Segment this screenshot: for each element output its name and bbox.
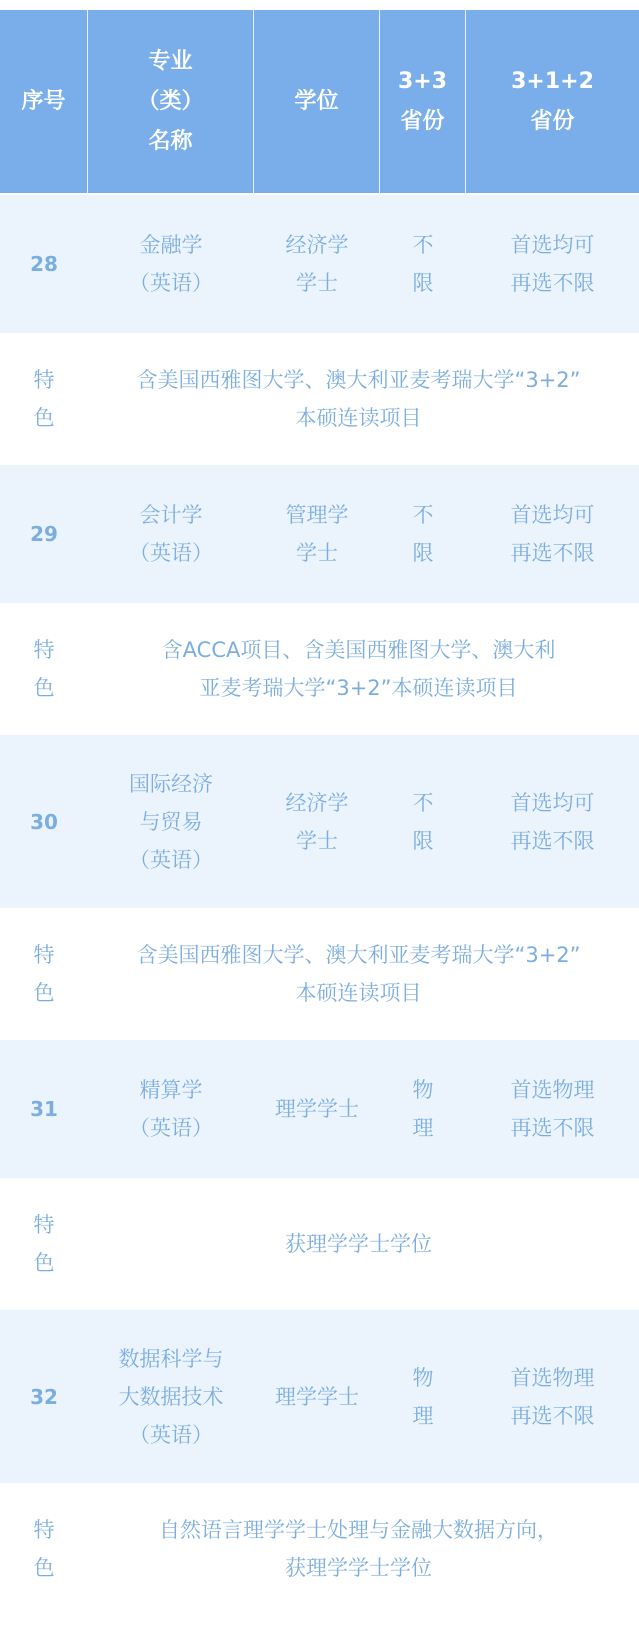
feature-row	[0, 1485, 639, 1613]
row-number: 28	[30, 252, 58, 276]
major-name: 国际经济 与贸易 （英语）	[129, 771, 213, 872]
feature-text: 含美国西雅图大学、澳大利亚麦考瑞大学“3+2” 本硕连读项目	[136, 943, 581, 1005]
feature-text: 含ACCA项目、含美国西雅图大学、澳大利 亚麦考瑞大学“3+2”本硕连读项目	[161, 638, 556, 700]
province-3plus1plus2: 首选物理 再选不限	[510, 1365, 595, 1428]
province-3plus3: 物 理	[412, 1365, 434, 1428]
table-row	[0, 1040, 639, 1178]
province-3plus1plus2: 首选均可 再选不限	[510, 790, 595, 853]
feature-row	[0, 1180, 639, 1308]
table-header	[0, 10, 639, 193]
header-degree: 学位	[254, 10, 380, 193]
feature-label: 特 色	[33, 1213, 55, 1275]
feature-text: 获理学学士学位	[285, 1232, 432, 1256]
table-row	[0, 465, 639, 603]
row-number: 31	[30, 1097, 58, 1121]
feature-label: 特 色	[33, 368, 55, 430]
header-3plus1plus2: 3+1+2 省份	[511, 68, 594, 134]
table-row	[0, 1310, 639, 1483]
province-3plus3: 不 限	[412, 233, 434, 295]
degree: 管理学 学士	[285, 503, 349, 565]
header-no: 序号	[0, 10, 88, 193]
province-3plus1plus2: 首选均可 再选不限	[510, 233, 595, 295]
degree: 理学学士	[275, 1097, 359, 1121]
feature-text: 含美国西雅图大学、澳大利亚麦考瑞大学“3+2” 本硕连读项目	[136, 368, 581, 430]
row-number: 29	[30, 522, 58, 546]
feature-text: 自然语言理学学士处理与金融大数据方向， 获理学学士学位	[159, 1518, 558, 1580]
feature-row	[0, 910, 639, 1038]
major-name: 数据科学与 大数据技术 （英语）	[118, 1346, 224, 1447]
degree: 经济学 学士	[285, 233, 349, 295]
row-number: 32	[30, 1384, 58, 1409]
degree: 经济学 学士	[285, 790, 349, 853]
major-table	[0, 10, 639, 1613]
row-number: 30	[30, 809, 58, 834]
province-3plus1plus2: 首选均可 再选不限	[510, 503, 595, 565]
major-name: 金融学 （英语）	[129, 233, 213, 295]
province-3plus3: 物 理	[412, 1078, 434, 1140]
major-name: 会计学 （英语）	[129, 503, 213, 565]
province-3plus1plus2: 首选物理 再选不限	[510, 1078, 595, 1140]
province-3plus3: 不 限	[412, 790, 434, 853]
header-major: 专业 （类） 名称	[88, 10, 254, 193]
table-row	[0, 735, 639, 908]
header-3plus3: 3+3 省份	[380, 10, 466, 193]
province-3plus3: 不 限	[412, 503, 434, 565]
feature-label: 特 色	[33, 943, 55, 1005]
feature-row	[0, 335, 639, 463]
feature-label: 特 色	[33, 1518, 55, 1580]
table-row	[0, 195, 639, 333]
feature-label: 特 色	[33, 638, 55, 700]
feature-row	[0, 605, 639, 733]
degree: 理学学士	[275, 1384, 359, 1409]
major-name: 精算学 （英语）	[129, 1078, 213, 1140]
